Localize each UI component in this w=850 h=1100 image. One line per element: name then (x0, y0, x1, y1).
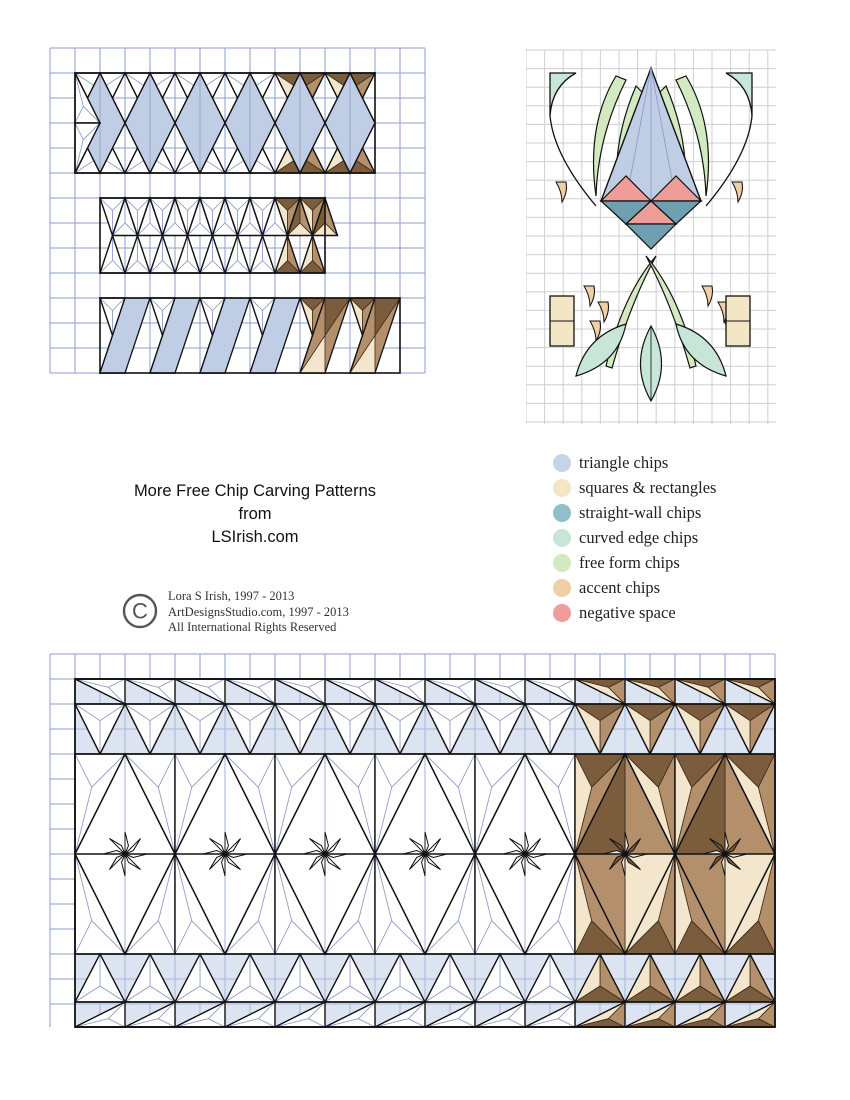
floral-drawing (526, 46, 776, 424)
legend-item-negative (553, 600, 716, 625)
strip2-bottom-chip (100, 236, 125, 274)
floral-pattern (526, 46, 776, 424)
strip2-bottom-chip (200, 236, 225, 274)
legend-swatch-free-form (553, 554, 571, 572)
legend-swatch-negative (553, 604, 571, 622)
legend-label-negative: negative space (579, 602, 676, 622)
legend-label-accent: accent chips (579, 577, 661, 597)
legend-label-curved-edge: curved edge chips (579, 527, 699, 547)
strip2-bottom-chip (225, 236, 250, 274)
strip2-bottom-chip (300, 236, 325, 274)
accent-chip (598, 302, 609, 322)
strip2-bottom-chip (275, 236, 300, 274)
strip2-bottom-chip (175, 236, 200, 274)
legend-item-free-form (553, 550, 716, 575)
legend-label-straight-wall: straight-wall chips (579, 502, 702, 522)
bottom-leaf-right (676, 324, 726, 376)
legend-swatch-curved-edge (553, 529, 571, 547)
legend-item-curved-edge (553, 525, 716, 550)
legend-item-squares (553, 475, 716, 500)
copyright-symbol: C (132, 598, 148, 624)
title-line-2: from (238, 505, 272, 523)
copyright-icon (122, 593, 158, 629)
strip2-bottom-chip (150, 236, 175, 274)
copyright-line-3: All International Rights Reserved (168, 620, 337, 634)
large-border-pattern (48, 652, 804, 1054)
strip2-bottom-chip (250, 236, 275, 274)
legend-label-free-form: free form chips (579, 552, 680, 572)
legend-label-squares: squares & rectangles (579, 477, 717, 497)
corner-curve-right (706, 116, 752, 206)
accent-chip (702, 286, 713, 306)
legend-item-accent (553, 575, 716, 600)
legend-swatch-straight-wall (553, 504, 571, 522)
corner-curve-left (550, 116, 596, 206)
legend-item-straight-wall (553, 500, 716, 525)
page-title (90, 480, 420, 549)
border-strips-pattern (48, 46, 426, 398)
legend-label-triangle: triangle chips (579, 452, 669, 472)
corner-fan-right (726, 73, 752, 116)
copyright-line-1: Lora S Irish, 1997 - 2013 (168, 589, 295, 603)
legend-swatch-squares (553, 479, 571, 497)
legend-item-triangle (553, 450, 716, 475)
legend (553, 450, 716, 625)
legend-swatch-triangle (553, 454, 571, 472)
title-line-3: LSIrish.com (211, 528, 299, 546)
large-border-drawing (48, 652, 804, 1054)
accent-chip (584, 286, 595, 306)
copyright-line-2: ArtDesignsStudio.com, 1997 - 2013 (168, 604, 349, 619)
title-line-1: More Free Chip Carving Patterns (133, 482, 377, 500)
border-strips-drawing (48, 46, 426, 398)
legend-swatch-accent (553, 579, 571, 597)
strip2-bottom-chip (125, 236, 150, 274)
